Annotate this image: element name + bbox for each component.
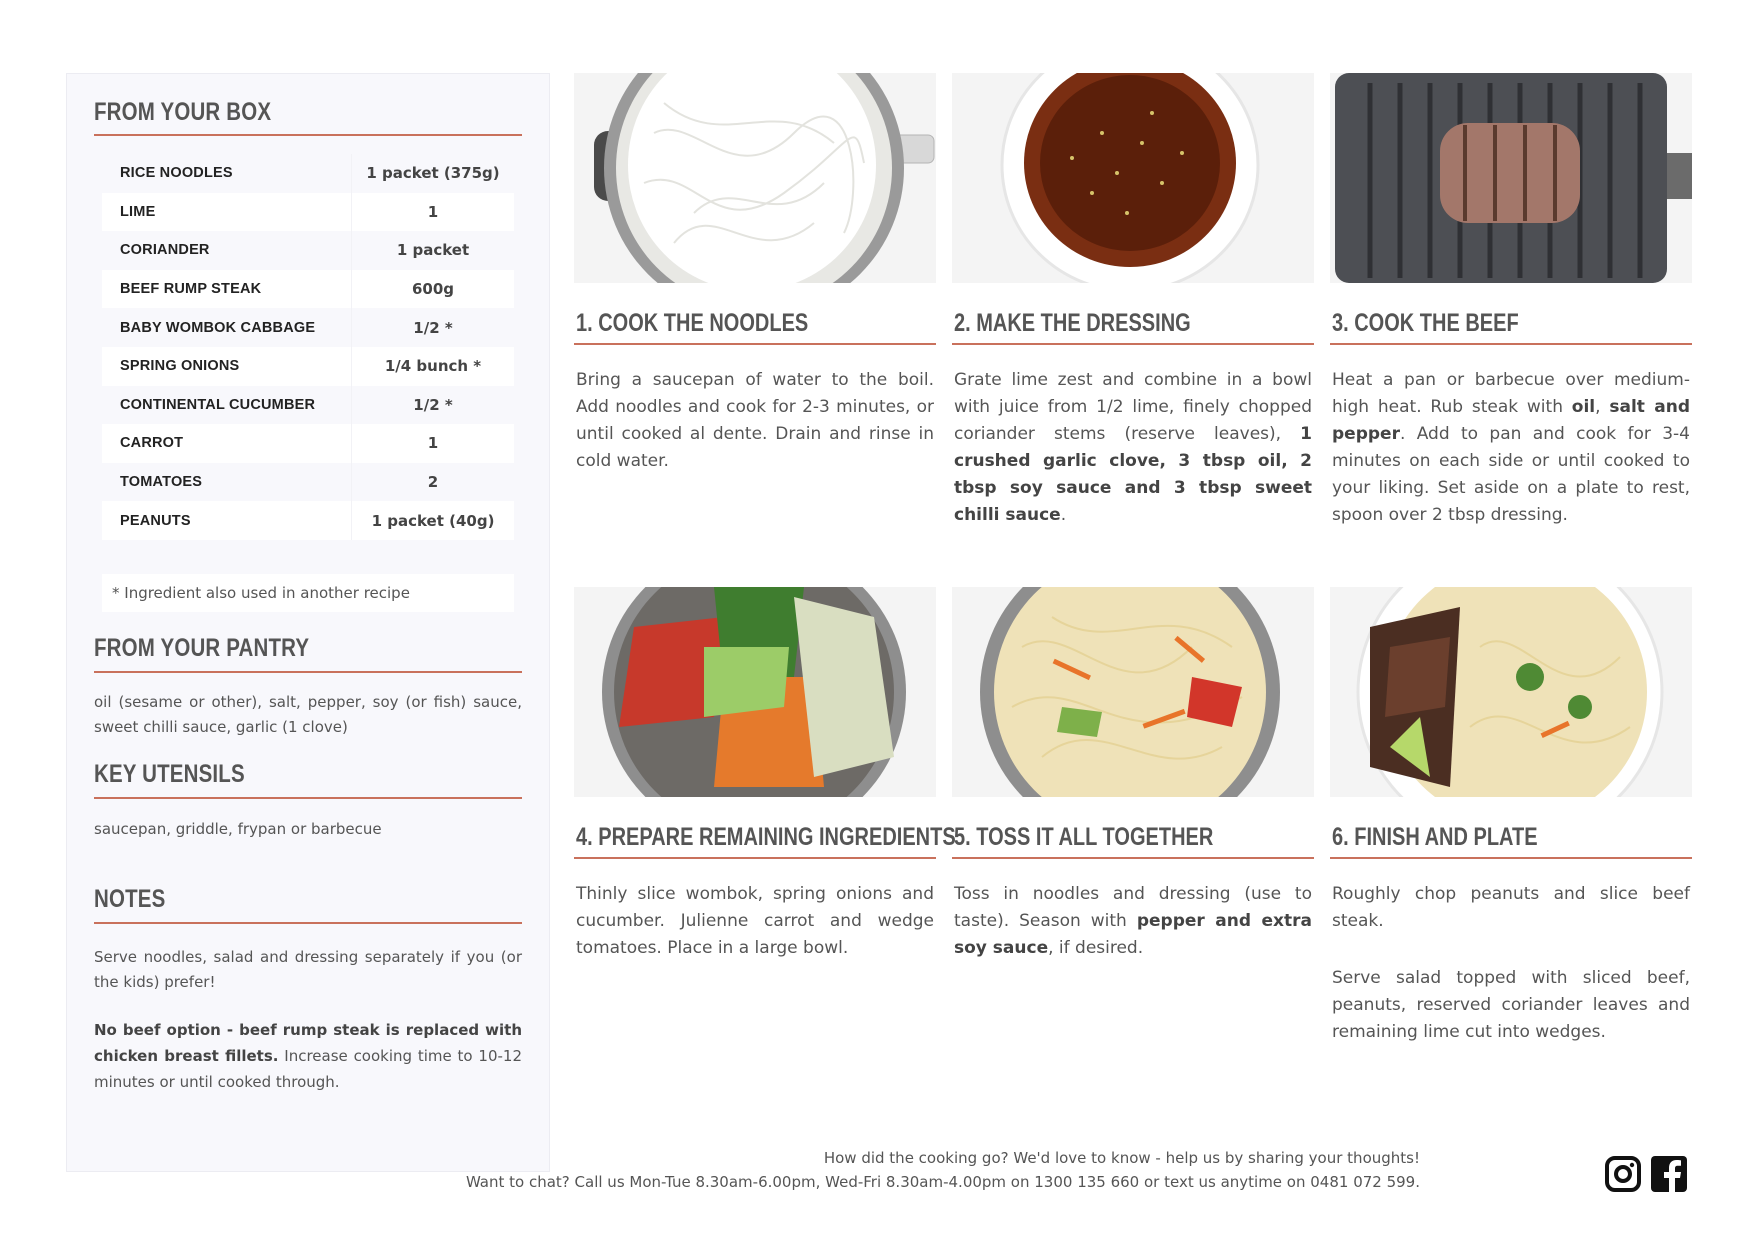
step-rule [1330, 343, 1692, 345]
step-1-body [576, 367, 934, 475]
step-2-title: 2. MAKE THE DRESSING [954, 309, 1191, 337]
ingredient-quantity: 1/2 * [352, 386, 515, 425]
ingredient-name: LIME [120, 203, 156, 220]
utensils-text: saucepan, griddle, frypan or barbecue [94, 820, 382, 838]
ingredient-quantity: 1 packet [352, 231, 515, 270]
step-1-image-noodles [574, 73, 936, 283]
ingredient-row [102, 193, 514, 232]
from-your-box-title: FROM YOUR BOX [94, 98, 272, 126]
ingredient-row [102, 463, 514, 502]
step-text-bold: salt and pepper [1332, 397, 1690, 444]
ingredient-quantity: 2 [352, 463, 515, 502]
step-4-body [576, 881, 934, 962]
step-text: Grate lime zest and combine in a bowl with juice from 1/2 lime, finely chopped coriander stems (reserve leaves), [954, 370, 1312, 444]
section-rule [94, 134, 522, 136]
ingredient-name: CONTINENTAL CUCUMBER [120, 396, 316, 413]
ingredient-name: BABY WOMBOK CABBAGE [120, 319, 316, 336]
step-text: Toss in noodles and dressing (use to taste). Season with [954, 884, 1312, 931]
ingredient-name: BEEF RUMP STEAK [120, 281, 262, 298]
step-1-title: 1. COOK THE NOODLES [576, 309, 809, 337]
ingredient-name: TOMATOES [120, 474, 203, 491]
ingredient-quantity: 1/4 bunch * [352, 347, 515, 386]
step-2-image-dressing [952, 73, 1314, 283]
ingredient-name: SPRING ONIONS [120, 358, 240, 375]
step-3-image-beef [1330, 73, 1692, 283]
step-rule [1330, 857, 1692, 859]
step-6-body [1332, 881, 1690, 935]
notes-bold: No beef option - beef rump steak is replaced with chicken breast fillets. [94, 1021, 522, 1065]
key-utensils-title: KEY UTENSILS [94, 760, 245, 788]
ingredient-row [102, 347, 514, 386]
step-rule [574, 343, 936, 345]
step-text: , [1595, 397, 1610, 417]
instagram-icon[interactable] [1605, 1156, 1641, 1192]
ingredient-name: CARROT [120, 435, 184, 452]
feedback-text: How did the cooking go? We'd love to know - help us by sharing your thoughts! [823, 1149, 1420, 1167]
ingredient-quantity: 1/2 * [352, 308, 515, 347]
step-2-body [954, 367, 1312, 529]
step-rule [952, 343, 1314, 345]
ingredient-quantity: 600g [352, 270, 515, 309]
step-6 [1330, 587, 1692, 1042]
step-6-body-2: Serve salad topped with sliced beef, peanuts, reserved coriander leaves and remaining lime cut into wedges. [1332, 968, 1690, 1042]
step-5 [952, 587, 1314, 958]
step-4-title: 4. PREPARE REMAINING INGREDIENTS [576, 823, 956, 851]
step-text: . [1060, 505, 1067, 525]
step-text: . Add to pan and cook for 3-4 minutes on each side or until cooked to your liking. Set aside on a plate to rest, spoon over 2 tbsp dressing. [1332, 424, 1690, 525]
ingredient-row [102, 424, 514, 463]
contact-text: Want to chat? Call us Mon-Tue 8.30am-6.00pm, Wed-Fri 8.30am-4.00pm on 1300 135 660 or text us anytime on 0481 072 599. [465, 1173, 1420, 1191]
notes-text: Serve noodles, salad and dressing separately if you (or the kids) prefer! [94, 948, 522, 991]
ingredient-row [102, 386, 514, 425]
ingredients-table [102, 154, 514, 540]
notes-no-beef [94, 1017, 522, 1095]
section-rule [94, 922, 522, 924]
ingredient-name: PEANUTS [120, 512, 191, 529]
step-text: Bring a saucepan of water to the boil. Add noodles and cook for 2-3 minutes, or until cooked al dente. Drain and rinse in cold water. [576, 370, 934, 471]
step-rule [574, 857, 936, 859]
step-5-title: 5. TOSS IT ALL TOGETHER [954, 823, 1214, 851]
ingredient-name: CORIANDER [120, 242, 210, 259]
pantry-text: oil (sesame or other), salt, pepper, soy (or fish) sauce, sweet chilli sauce, garlic (1 clove) [94, 693, 522, 736]
ingredient-row [102, 231, 514, 270]
ingredient-row [102, 308, 514, 347]
step-4 [574, 587, 956, 958]
step-3 [1330, 73, 1692, 525]
step-text-bold: oil [1571, 397, 1596, 417]
step-text: Heat a pan or barbecue over medium-high heat. Rub steak with [1332, 370, 1690, 417]
step-5-body [954, 881, 1312, 962]
step-rule [952, 857, 1314, 859]
section-rule [94, 797, 522, 799]
step-3-body [1332, 367, 1690, 529]
ingredient-footnote: * Ingredient also used in another recipe [102, 574, 514, 612]
ingredient-quantity: 1 packet (40g) [352, 501, 515, 540]
step-text: Roughly chop peanuts and slice beef steak. [1332, 884, 1690, 931]
ingredient-row [102, 154, 514, 193]
from-your-pantry-title: FROM YOUR PANTRY [94, 634, 310, 662]
step-6-image-plated [1330, 587, 1692, 797]
ingredient-row [102, 270, 514, 309]
notes-title: NOTES [94, 885, 166, 913]
section-rule [94, 671, 522, 673]
step-text: Thinly slice wombok, spring onions and cucumber. Julienne carrot and wedge tomatoes. Place in a large bowl. [576, 884, 934, 958]
step-2 [952, 73, 1314, 525]
step-text-bold: pepper and extra soy sauce [954, 911, 1312, 958]
step-text: , if desired. [1048, 938, 1144, 958]
facebook-icon[interactable] [1651, 1156, 1687, 1192]
step-3-title: 3. COOK THE BEEF [1332, 309, 1519, 337]
step-1 [574, 73, 936, 471]
step-4-image-salad [574, 587, 936, 797]
ingredient-quantity: 1 [352, 424, 515, 463]
notes-rest: Increase cooking time to 10-12 minutes or until cooked through. [94, 1047, 523, 1091]
ingredient-name: RICE NOODLES [120, 165, 233, 182]
step-text-bold: 1 crushed garlic clove, 3 tbsp oil, 2 tbsp soy sauce and 3 tbsp sweet chilli sauce [954, 424, 1312, 525]
ingredient-row [102, 501, 514, 540]
ingredient-quantity: 1 [352, 193, 515, 232]
ingredients-sidebar [66, 73, 550, 1172]
step-6-title: 6. FINISH AND PLATE [1332, 823, 1538, 851]
ingredient-quantity: 1 packet (375g) [352, 154, 515, 193]
step-5-image-tossed [952, 587, 1314, 797]
